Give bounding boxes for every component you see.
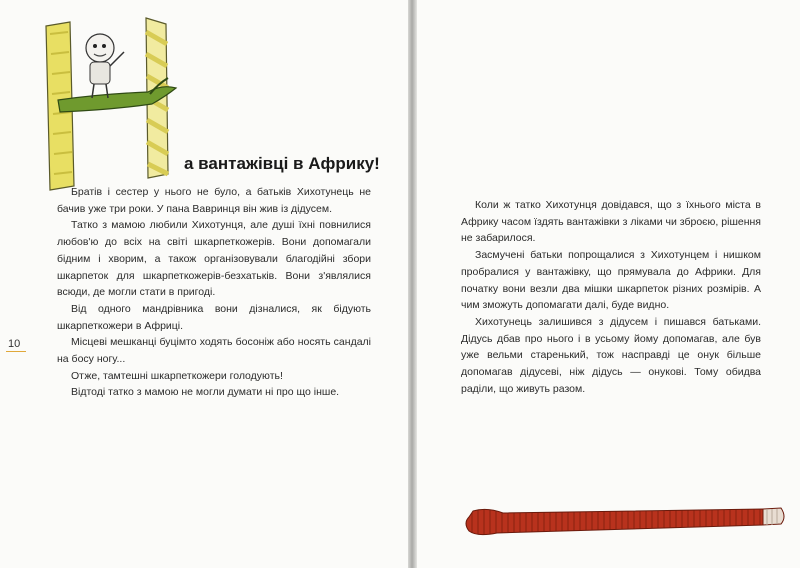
paragraph: Отже, тамтешні шкарпеткожери голодують!	[71, 369, 283, 382]
paragraph: Братів і сестер у нього не було, а батьків Хихотунець не бачив уже три роки. У пана Вавринця він жив із дідусем.	[57, 186, 371, 215]
paragraph: Засмучені батьки попрощалися з Хихотунцем і нишком пробралися у вантажівку, що прямувала до Африки. Для початку вони везли два мішки шкарпеток різних розмірів. А чим зможуть допомагати далі, буде видно.	[461, 249, 761, 312]
decorative-initial-letter-illustration	[40, 14, 180, 192]
red-sock-illustration	[463, 503, 789, 539]
page-number: 10	[6, 338, 26, 352]
left-page-text	[57, 184, 371, 401]
paragraph: Відтоді татко з мамою не могли думати ні про що інше.	[71, 386, 340, 399]
book-gutter	[408, 0, 417, 568]
paragraph: Коли ж татко Хихотунця довідався, що з їхнього міста в Африку часом їздять вантажівки з ліками чи зброєю, рішення не забарилося.	[461, 199, 761, 245]
paragraph: Місцеві мешканці буцімто ходять босоніж або носять сандалі на босу ногу...	[57, 336, 371, 366]
chapter-heading: а вантажівці в Африку!	[184, 154, 380, 173]
right-page-text	[461, 197, 761, 397]
right-page	[417, 0, 800, 568]
paragraph: Татко з мамою любили Хихотунця, але душі їхні повнилися любов'ю до всіх на світі шкарпеткожерів. Вони допомагали бідним і хворим, а також організовували благодійні збори шкарпеток для шкарпеткожерів-безхатьків. Вони з'являлися всюди, де могли стати в пригоді.	[57, 219, 371, 299]
paragraph: Від одного мандрівника вони дізналися, як бідують шкарпеткожери в Африці.	[57, 302, 371, 332]
paragraph: Хихотунець залишився з дідусем і пишався батьками. Дідусь дбав про нього і в усьому йому допомагав, але був уже вельми старенький, тож насправді це онук більше допомагав дідусеві, ніж дідусь — онукові. Тому обидва раділи, що живуть разом.	[461, 315, 761, 395]
